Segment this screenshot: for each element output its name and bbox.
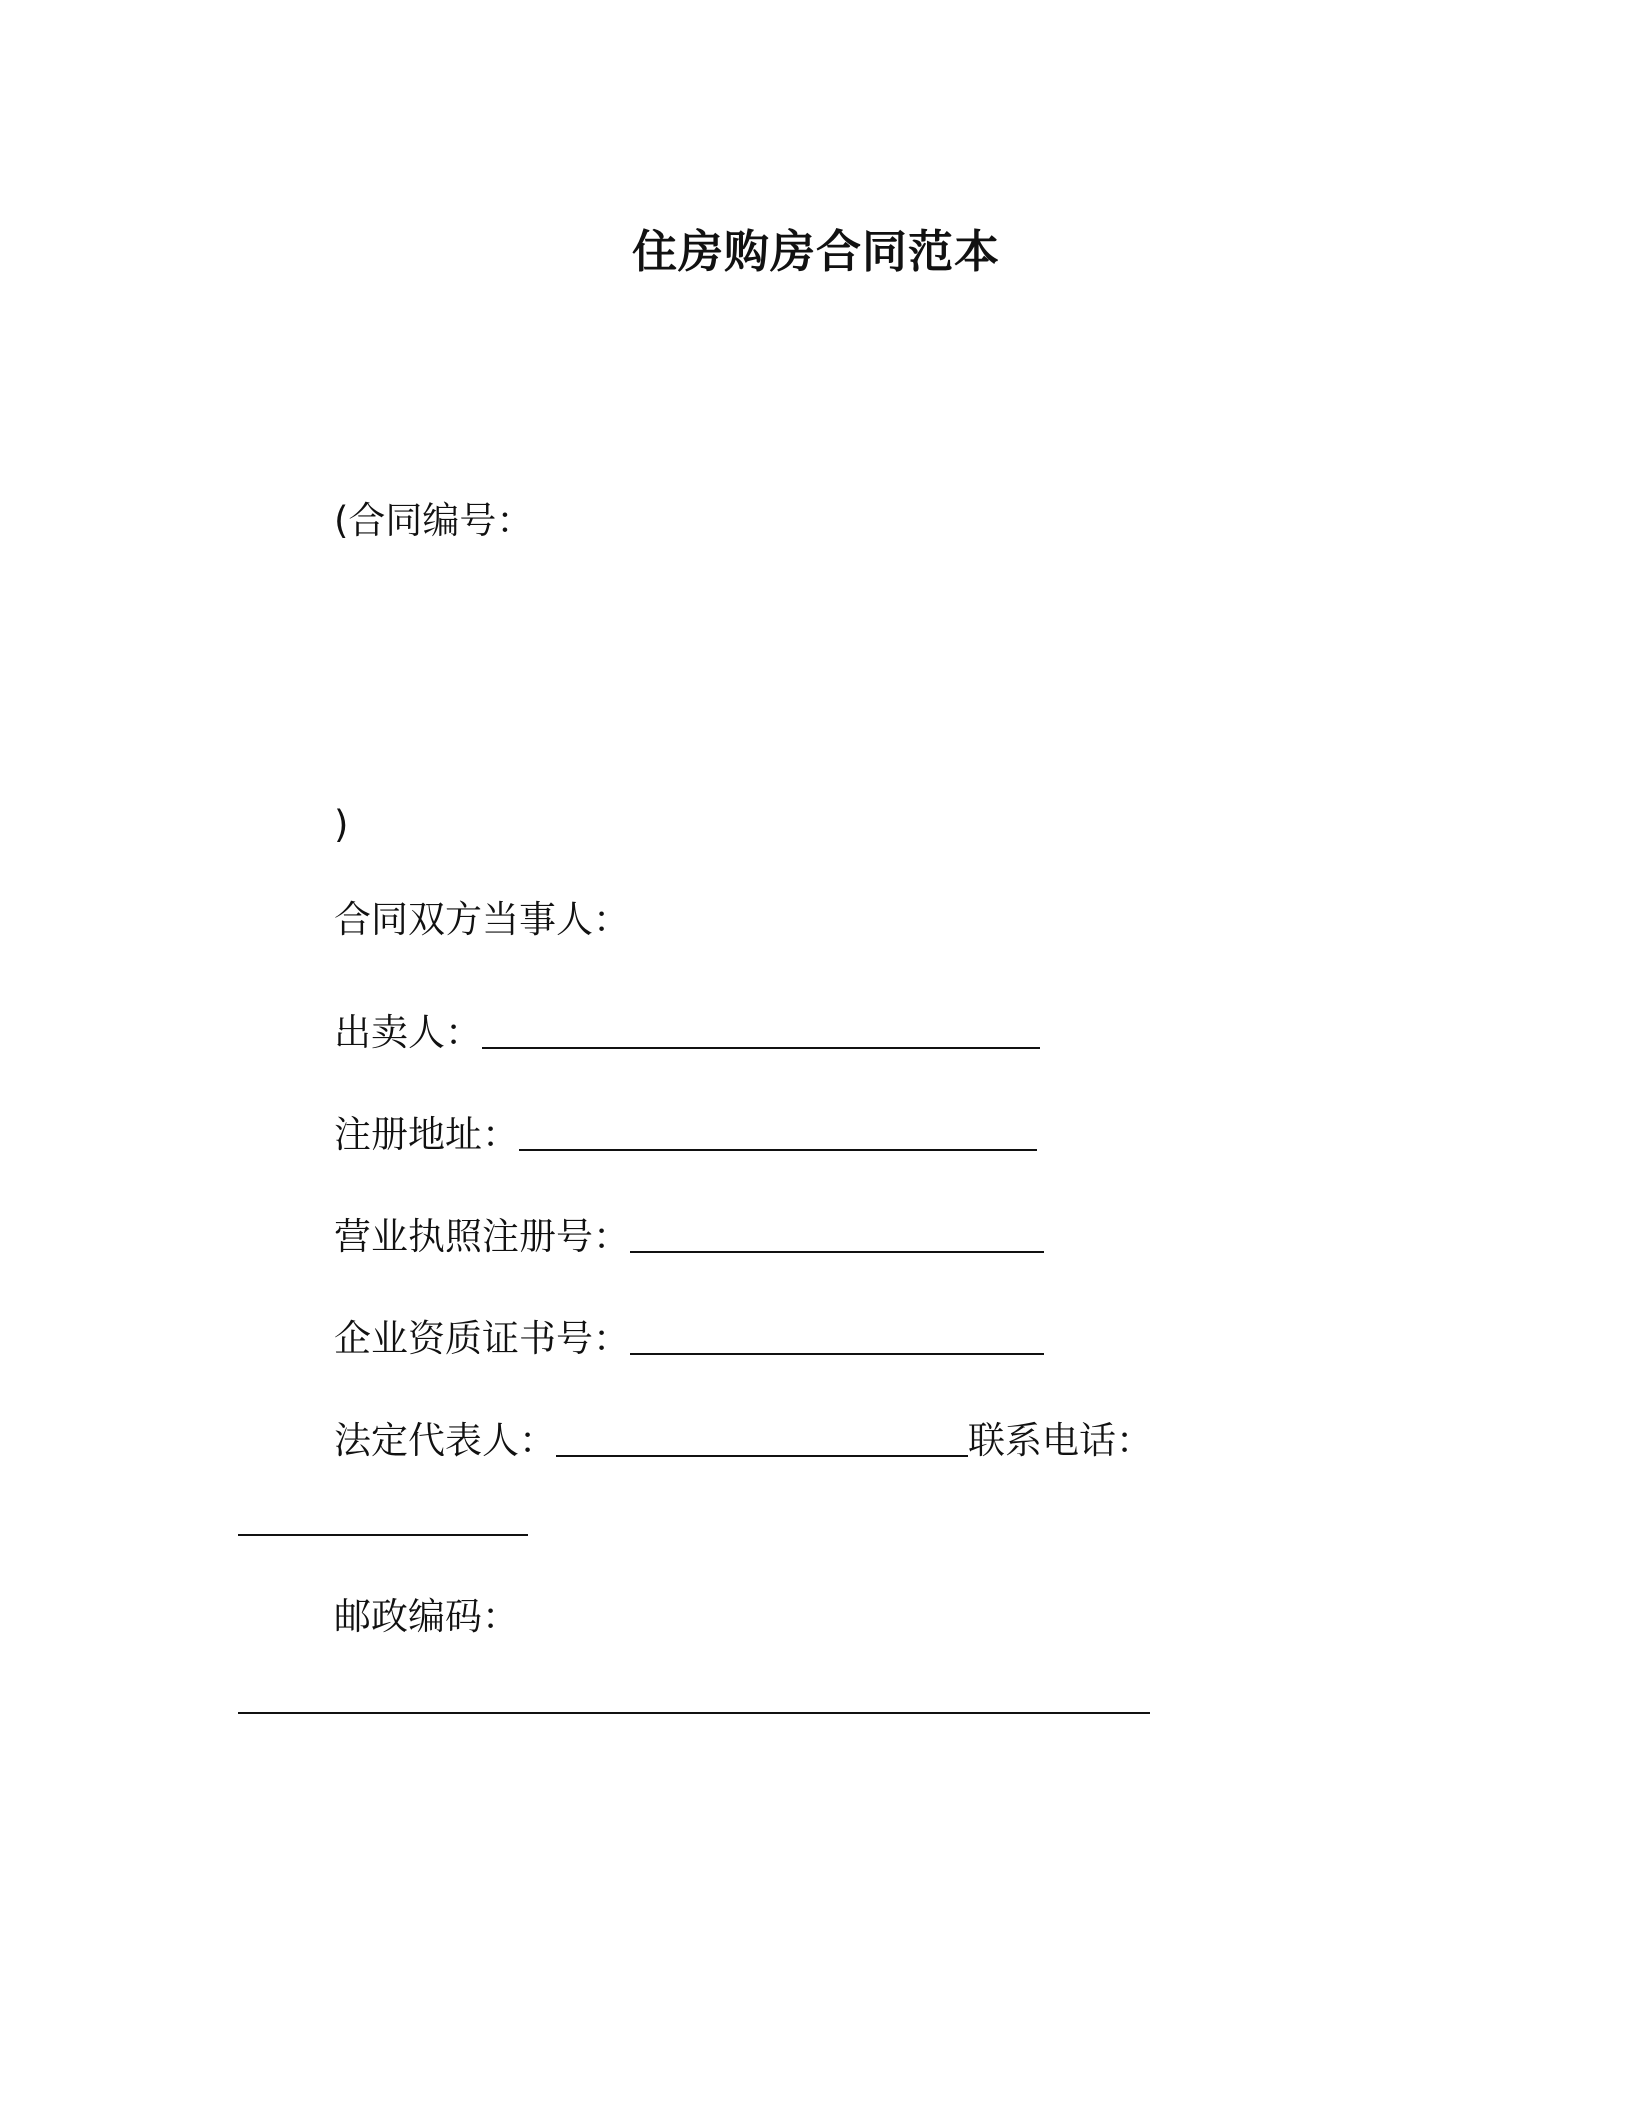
- seller-label: 出卖人：: [334, 1011, 482, 1054]
- business-license-blank[interactable]: [630, 1211, 1044, 1253]
- contract-number-close: ): [334, 803, 349, 846]
- document-title: 住房购房合同范本: [631, 225, 1000, 278]
- business-license-label: 营业执照注册号：: [334, 1215, 630, 1258]
- contract-number-label: (合同编号：: [334, 499, 534, 542]
- business-license-line: [334, 1207, 1044, 1262]
- legal-rep-blank[interactable]: [556, 1415, 968, 1457]
- contact-phone-label: 联系电话：: [968, 1419, 1153, 1462]
- qualification-cert-line: [334, 1309, 1044, 1364]
- registered-address-line: [334, 1105, 1037, 1160]
- qualification-cert-label: 企业资质证书号：: [334, 1317, 630, 1360]
- postal-code-blank[interactable]: [238, 1712, 1150, 1714]
- legal-rep-label: 法定代表人：: [334, 1419, 556, 1462]
- qualification-cert-blank[interactable]: [630, 1313, 1044, 1355]
- legal-rep-line: [334, 1411, 1153, 1466]
- postal-code-label: 邮政编码：: [334, 1595, 519, 1638]
- seller-line: [334, 1003, 1040, 1058]
- contact-phone-blank[interactable]: [238, 1534, 528, 1536]
- registered-address-blank[interactable]: [519, 1109, 1037, 1151]
- registered-address-label: 注册地址：: [334, 1113, 519, 1156]
- parties-heading: 合同双方当事人：: [334, 898, 630, 941]
- seller-blank[interactable]: [482, 1007, 1040, 1049]
